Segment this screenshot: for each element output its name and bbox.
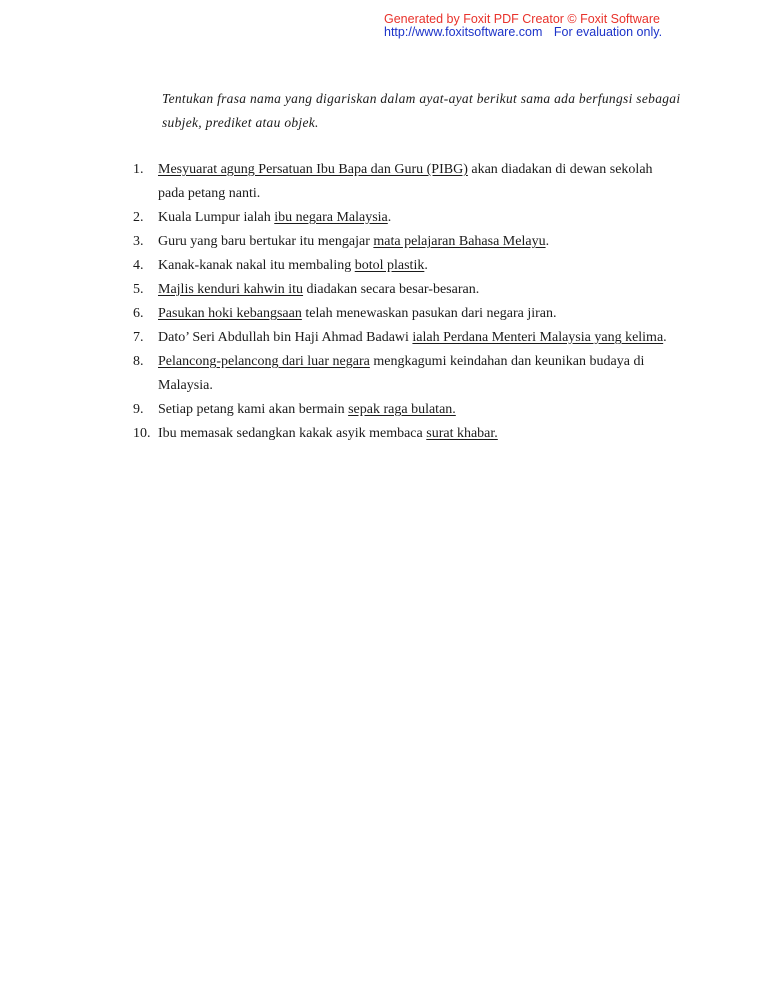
watermark-url-link[interactable]: http://www.foxitsoftware.com	[384, 25, 543, 39]
question-item	[0, 422, 678, 446]
question-item	[0, 350, 678, 398]
question-text-after: .	[424, 258, 428, 273]
underlined-phrase: Majlis kenduri kahwin itu	[158, 282, 304, 297]
question-text-after: akan diadakan di dewan sekolah pada petang nanti.	[158, 162, 653, 201]
question-text-before: Setiap petang kami akan bermain	[158, 402, 349, 417]
underlined-phrase: botol plastik	[354, 258, 425, 273]
question-item	[0, 302, 678, 326]
underlined-phrase: surat khabar.	[426, 426, 498, 441]
question-number: 3.	[133, 234, 144, 249]
question-text-before: Kuala Lumpur ialah	[158, 210, 275, 225]
watermark-generated-by: Generated by Foxit PDF Creator © Foxit Software	[384, 12, 660, 26]
question-number: 4.	[133, 258, 144, 273]
underlined-phrase: Pasukan hoki kebangsaan	[158, 306, 302, 321]
question-text-after: telah menewaskan pasukan dari negara jiran.	[301, 306, 557, 321]
underlined-phrase: sepak raga bulatan.	[348, 402, 456, 417]
question-number: 10.	[133, 426, 151, 441]
question-item	[0, 254, 678, 278]
question-number: 7.	[133, 330, 144, 345]
question-item	[0, 326, 678, 350]
question-item	[0, 398, 678, 422]
question-text-before: Ibu memasak sedangkan kakak asyik membaca	[158, 426, 427, 441]
question-text-after: mengkagumi keindahan dan keunikan budaya di Malaysia.	[158, 354, 645, 393]
question-text-before: Dato’ Seri Abdullah bin Haji Ahmad Badawi	[158, 330, 413, 345]
instruction-text: Tentukan frasa nama yang digariskan dalam ayat-ayat berikut sama ada berfungsi sebagai subjek, prediket atau objek.	[162, 91, 681, 130]
question-number: 9.	[133, 402, 144, 417]
question-item	[0, 158, 678, 206]
question-list	[0, 158, 768, 446]
question-text-after: .	[663, 330, 667, 345]
question-text-after: .	[387, 210, 392, 225]
underlined-phrase: Mesyuarat agung Persatuan Ibu Bapa dan Guru (PIBG)	[158, 162, 468, 177]
underlined-phrase: Pelancong-pelancong dari luar negara	[158, 354, 370, 369]
question-text-after: diadakan secara besar-besaran.	[303, 282, 480, 297]
underlined-phrase: ialah Perdana Menteri Malaysia yang kelima	[412, 330, 664, 345]
foxit-watermark	[384, 13, 662, 39]
question-item	[0, 230, 678, 254]
watermark-line2	[384, 26, 662, 39]
question-number: 5.	[133, 282, 144, 297]
watermark-evaluation-note: For evaluation only.	[553, 25, 663, 39]
question-text-before: Guru yang baru bertukar itu mengajar	[158, 234, 374, 249]
question-item	[0, 206, 678, 230]
underlined-phrase: mata pelajaran Bahasa Melayu	[373, 234, 546, 249]
question-number: 2.	[133, 210, 144, 225]
question-item	[0, 278, 678, 302]
underlined-phrase: ibu negara Malaysia	[274, 210, 388, 225]
question-number: 6.	[133, 306, 144, 321]
question-text-before: Kanak-kanak nakal itu membaling	[158, 258, 355, 273]
question-text-after: .	[545, 234, 550, 249]
question-number: 8.	[133, 354, 144, 369]
question-number: 1.	[133, 162, 144, 177]
